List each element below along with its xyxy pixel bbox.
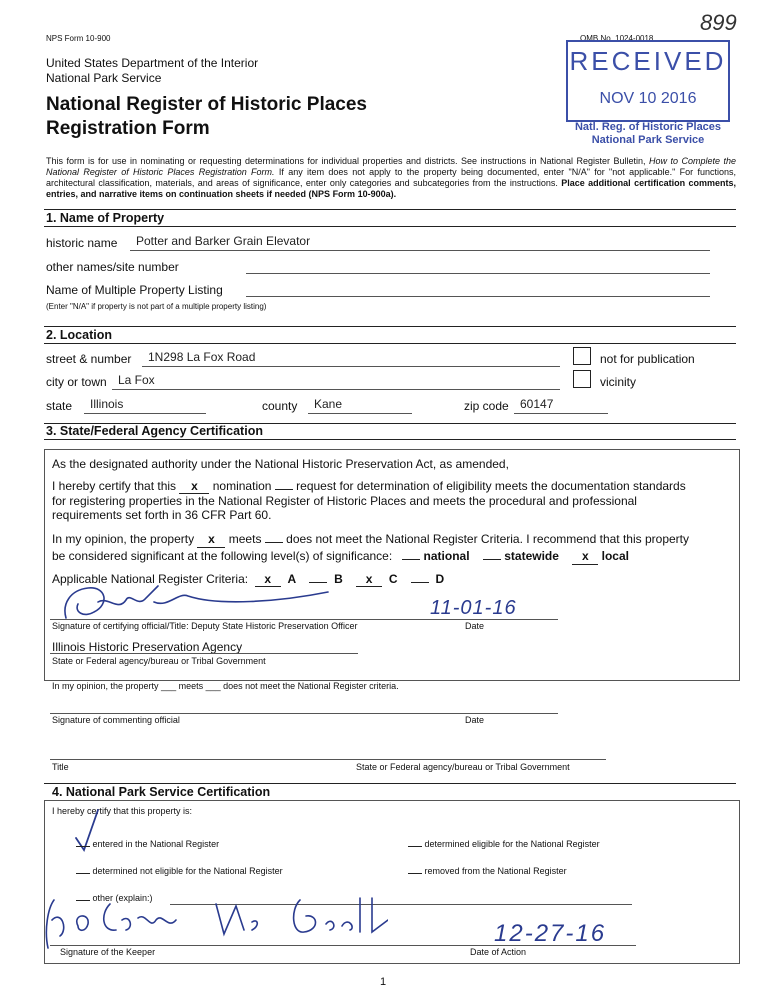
removed-option[interactable] (408, 866, 567, 876)
nps-certify-text: I hereby certify that this property is: (52, 806, 193, 816)
criteria-b: B (334, 572, 343, 586)
instructions-text-1: This form is for use in nominating or requesting determinations for individual properties and districts. See instructions in National Register Bulletin, (46, 156, 646, 166)
agency-line1: United States Department of the Interior (46, 56, 259, 70)
omb-number: OMB No. 1024-0018 (580, 34, 654, 43)
form-title-line1: National Register of Historic Places (46, 94, 367, 115)
zip-label: zip code (464, 399, 509, 413)
received-stamp-text: RECEIVED (569, 46, 727, 76)
opinion-line2: be considered significant at the following level(s) of significance: (52, 549, 393, 563)
zip-line (514, 413, 608, 414)
certify-line3: requirements set forth in 36 CFR Part 60. (52, 508, 272, 522)
county-label: county (262, 399, 298, 413)
stamp-line1: Natl. Reg. of Historic Places (574, 121, 722, 133)
entered-label: entered in the National Register (92, 839, 220, 849)
keeper-signature-line (50, 945, 636, 946)
certify-request-blank[interactable] (275, 489, 293, 490)
level-local: local (601, 549, 629, 563)
criteria-a: A (287, 572, 297, 586)
authority-text: As the designated authority under the National Historic Preservation Act, as amended, (52, 457, 509, 471)
section2-heading: 2. Location (46, 328, 112, 342)
city-value[interactable]: La Fox (118, 373, 155, 387)
city-label: city or town (46, 375, 107, 389)
section4-top-rule (44, 783, 736, 784)
certify-paragraph (52, 479, 732, 522)
opinion2-text: In my opinion, the property ___ meets ___ does not meet the National Register criteria. (52, 681, 399, 691)
title-caption: Title (52, 762, 69, 772)
section3-heading: 3. State/Federal Agency Certification (46, 424, 263, 438)
form-number: NPS Form 10-900 (46, 34, 111, 43)
action-date-caption: Date of Action (470, 947, 527, 957)
other-label: other (explain:) (92, 893, 153, 903)
certify-text-pre: I hereby certify that this (52, 479, 177, 493)
statewide-blank[interactable] (483, 559, 501, 560)
determined-eligible-option[interactable] (408, 839, 600, 849)
opinion-text-post: does not meet the National Register Criteria. I recommend that this property (286, 532, 689, 546)
zip-value[interactable]: 60147 (520, 397, 554, 411)
determined-eligible-blank (408, 846, 422, 847)
section3-bottom-rule (44, 439, 736, 440)
state-label: state (46, 399, 73, 413)
criteria-label: Applicable National Register Criteria: (52, 572, 249, 586)
multiple-listing-note: (Enter "N/A" if property is not part of a multiple property listing) (46, 302, 267, 311)
instructions-bold: Place additional certification comments, entries, and narrative items on continuation sheets if needed (NPS Form 10-900a). (46, 178, 736, 199)
state-value[interactable]: Illinois (90, 397, 124, 411)
entered-blank (76, 846, 90, 847)
agency-line (50, 653, 358, 654)
certifying-signature-caption: Signature of certifying official/Title: Deputy State Historic Preservation Officer (52, 621, 358, 631)
historic-name-value[interactable]: Potter and Barker Grain Elevator (136, 234, 311, 248)
criteria-c-mark[interactable]: x (356, 572, 382, 587)
national-blank[interactable] (402, 559, 420, 560)
handwritten-number: 899 (700, 10, 737, 35)
city-line (112, 389, 560, 390)
certify-nomination: nomination (212, 479, 272, 493)
criteria-d: D (435, 572, 445, 586)
opinion-meets: meets (228, 532, 262, 546)
county-value[interactable]: Kane (314, 397, 343, 411)
removed-label: removed from the National Register (424, 866, 567, 876)
criteria-c: C (388, 572, 398, 586)
agency-value[interactable]: Illinois Historic Preservation Agency (52, 640, 243, 654)
county-line (308, 413, 412, 414)
instructions-text-2: If any item does not apply to the property being documented, enter "N/A" for "not applicable." For functions, architectural classification, materials, and areas of significance, enter only categories and subcategories from the instructions. (46, 167, 736, 188)
stamp-line2: National Park Service (591, 134, 705, 146)
commenting-date-caption: Date (465, 715, 485, 725)
opinion-text-pre: In my opinion, the property (52, 532, 195, 546)
not-for-publication-label: not for publication (600, 352, 695, 366)
keeper-signature-caption: Signature of the Keeper (60, 947, 156, 957)
level-statewide: statewide (504, 549, 559, 563)
street-label: street & number (46, 352, 132, 366)
keeper-signature (38, 890, 388, 952)
multiple-listing-label: Name of Multiple Property Listing (46, 283, 223, 297)
multiple-listing-line[interactable] (246, 296, 710, 297)
state-fed-caption: State or Federal agency/bureau or Tribal Government (356, 762, 570, 772)
opinion-not-meet-blank[interactable] (265, 542, 283, 543)
vicinity-checkbox[interactable] (573, 370, 591, 388)
page-number: 1 (380, 976, 387, 988)
state-line (84, 413, 206, 414)
historic-name-line (130, 250, 710, 251)
opinion-meets-mark[interactable]: x (197, 531, 225, 548)
received-stamp (566, 40, 730, 122)
certify-text-post: request for determination of eligibility meets the documentation standards (296, 479, 686, 493)
street-line (142, 366, 560, 367)
street-value[interactable]: 1N298 La Fox Road (148, 350, 256, 364)
level-national: national (423, 549, 470, 563)
removed-blank (408, 873, 422, 874)
determined-eligible-label: determined eligible for the National Register (424, 839, 600, 849)
instructions-italic: How to Complete the National Register of Historic Places Registration Form. (46, 156, 736, 177)
certifying-official-signature (48, 582, 348, 624)
action-date-handwritten: 12-27-16 (494, 920, 607, 947)
certifying-signature-line (50, 619, 558, 620)
certifying-date-caption: Date (465, 621, 485, 631)
section1-bottom-rule (44, 226, 736, 227)
section1-top-rule (44, 209, 736, 210)
agency-caption: State or Federal agency/bureau or Tribal Government (52, 656, 266, 666)
determined-not-eligible-label: determined not eligible for the National Register (92, 866, 283, 876)
state-fed-line[interactable] (356, 759, 606, 760)
determined-not-eligible-option[interactable] (76, 866, 283, 876)
not-for-publication-checkbox[interactable] (573, 347, 591, 365)
criteria-a-mark[interactable]: x (255, 572, 281, 587)
historic-name-label: historic name (46, 236, 118, 250)
criteria-d-blank[interactable] (411, 582, 429, 583)
determined-not-eligible-blank (76, 873, 90, 874)
section2-bottom-rule (44, 343, 736, 344)
vicinity-label: vicinity (600, 375, 637, 389)
section2-top-rule (44, 326, 736, 327)
opinion-paragraph (52, 531, 742, 565)
certifying-date-handwritten: 11-01-16 (430, 597, 517, 619)
other-names-label: other names/site number (46, 260, 179, 274)
title-line[interactable] (50, 759, 358, 760)
form-title-line2: Registration Form (46, 118, 210, 139)
section1-heading: 1. Name of Property (46, 211, 165, 225)
agency-line2: National Park Service (46, 71, 162, 85)
commenting-official-caption: Signature of commenting official (52, 715, 180, 725)
instructions-paragraph (46, 156, 736, 200)
commenting-signature-line[interactable] (50, 713, 558, 714)
received-stamp-date: NOV 10 2016 (599, 90, 697, 107)
section4-heading: 4. National Park Service Certification (52, 785, 271, 799)
entered-option[interactable] (76, 839, 219, 849)
local-mark[interactable]: x (572, 548, 598, 565)
certify-line2: for registering properties in the National Register of Historic Places and meets the procedural and professional (52, 494, 637, 508)
certify-mark[interactable]: x (179, 479, 209, 494)
other-names-line[interactable] (246, 273, 710, 274)
